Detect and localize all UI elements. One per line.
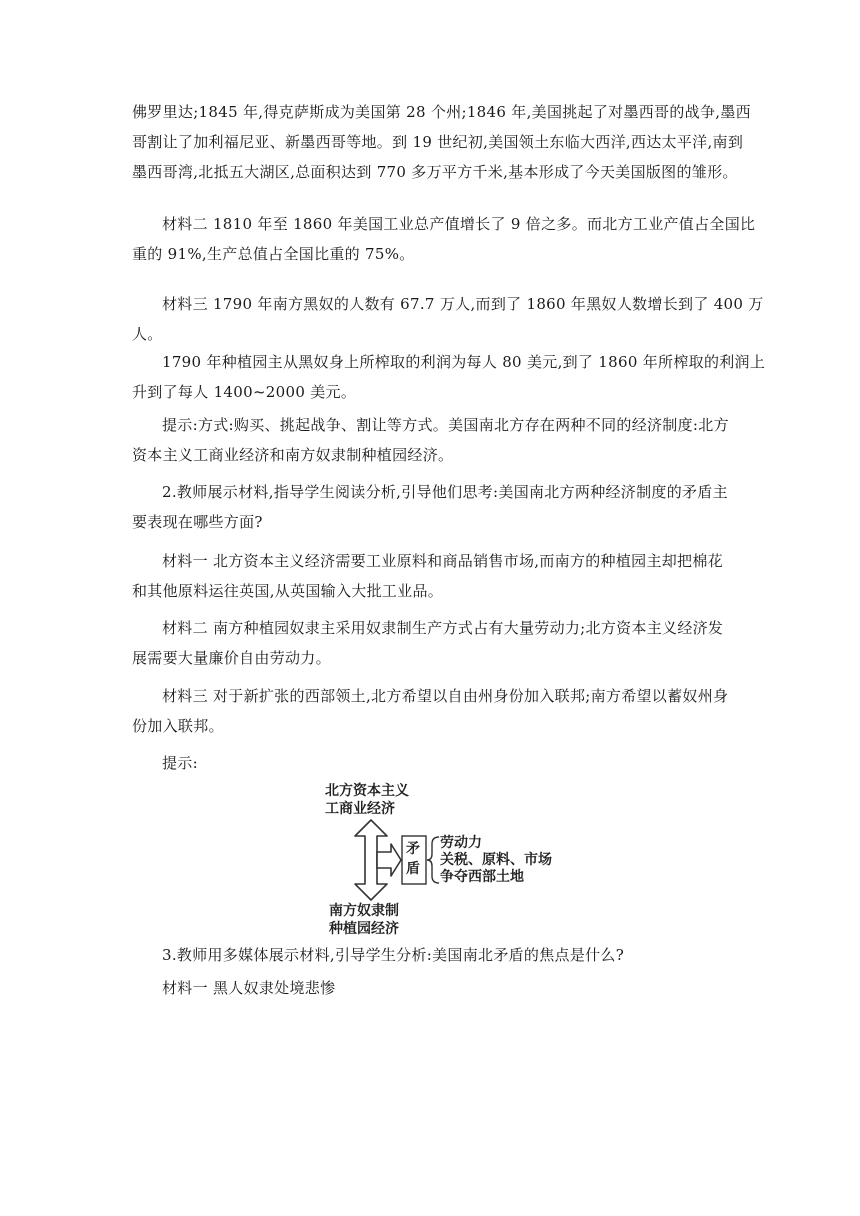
text-line: 材料三 对于新扩张的西部领土,北方希望以自由州身份加入联邦;南方希望以蓄奴州身: [162, 687, 729, 705]
conflict-item-tariff: 关税、原料、市场: [440, 852, 552, 868]
right-arrow-icon: [377, 844, 401, 876]
text-line: 人。: [132, 325, 163, 343]
north-economy-label-line1: 北方资本主义: [325, 783, 409, 799]
paragraph-hint-2: [132, 748, 732, 778]
north-economy-label-line2: 工商业经济: [325, 801, 395, 817]
text-line: 材料一 黑人奴隶处境悲惨: [162, 979, 336, 997]
conflict-item-west: 争夺西部土地: [440, 869, 524, 885]
text-line: 升到了每人 1400~2000 美元。: [132, 383, 357, 401]
text-line: 要表现在哪些方面?: [132, 513, 263, 531]
paragraph-material-3b: [132, 681, 732, 741]
text-line: 1790 年种植园主从黑奴身上所榨取的利润为每人 80 美元,到了 1860 年所榨取的利润上: [162, 353, 766, 371]
text-line: 资本主义工商业经济和南方奴隶制种植园经济。: [132, 446, 454, 464]
text-line: 提示:方式:购买、挑起战争、割让等方式。美国南北方存在两种不同的经济制度:北方: [162, 416, 729, 434]
contradiction-diagram: [315, 780, 575, 937]
text-line: 哥割让了加利福尼亚、新墨西哥等地。到 19 世纪初,美国领土东临大西洋,西达太平洋,南到: [132, 133, 744, 151]
south-economy-label-line2: 种植园经济: [329, 921, 399, 937]
text-line: 重的 91%,生产总值占全国比重的 75%。: [132, 245, 415, 263]
box-char-mao: 矛: [406, 841, 420, 857]
conflict-item-labor: 劳动力: [440, 835, 482, 851]
paragraph-hint-1: [132, 410, 732, 470]
text-line: 和其他原料运往英国,从英国输入大批工业品。: [132, 582, 444, 600]
text-line: 佛罗里达;1845 年,得克萨斯成为美国第 28 个州;1846 年,美国挑起了对墨西哥的战争,墨西: [132, 103, 751, 121]
text-line: 2.教师展示材料,指导学生阅读分析,引导他们思考:美国南北方两种经济制度的矛盾主: [162, 483, 728, 501]
box-char-dun: 盾: [406, 861, 420, 877]
paragraph-material-2: [132, 209, 756, 269]
paragraph-material-1b: [132, 546, 732, 606]
text-line: 3.教师用多媒体展示材料,引导学生分析:美国南北矛盾的焦点是什么?: [162, 946, 625, 964]
text-line: 展需要大量廉价自由劳动力。: [132, 649, 331, 667]
paragraph-profit: [132, 347, 766, 407]
south-economy-label-line1: 南方奴隶制: [329, 903, 399, 919]
text-line: 份加入联邦。: [132, 717, 224, 735]
paragraph-question-2: [132, 477, 732, 537]
paragraph-question-3: [132, 940, 732, 970]
text-line: 材料三 1790 年南方黑奴的人数有 67.7 万人,而到了 1860 年黑奴人数增长到了 400 万: [162, 295, 764, 313]
text-line: 材料一 北方资本主义经济需要工业原料和商品销售市场,而南方的种植园主却把棉花: [162, 552, 723, 570]
text-line: 材料二 1810 年至 1860 年美国工业总产值增长了 9 倍之多。而北方工业产值占全国比: [162, 215, 756, 233]
paragraph-territory: [132, 97, 751, 187]
paragraph-material-3: [132, 289, 764, 349]
paragraph-material-1c: [132, 973, 732, 1003]
text-line: 材料二 南方种植园奴隶主采用奴隶制生产方式占有大量劳动力;北方资本主义经济发: [162, 619, 724, 637]
text-line: 提示:: [162, 754, 198, 772]
text-line: 墨西哥湾,北抵五大湖区,总面积达到 770 多万平方千米,基本形成了今天美国版图的雏形。: [132, 163, 738, 181]
paragraph-material-2b: [132, 613, 732, 673]
brace-icon: [427, 837, 439, 883]
